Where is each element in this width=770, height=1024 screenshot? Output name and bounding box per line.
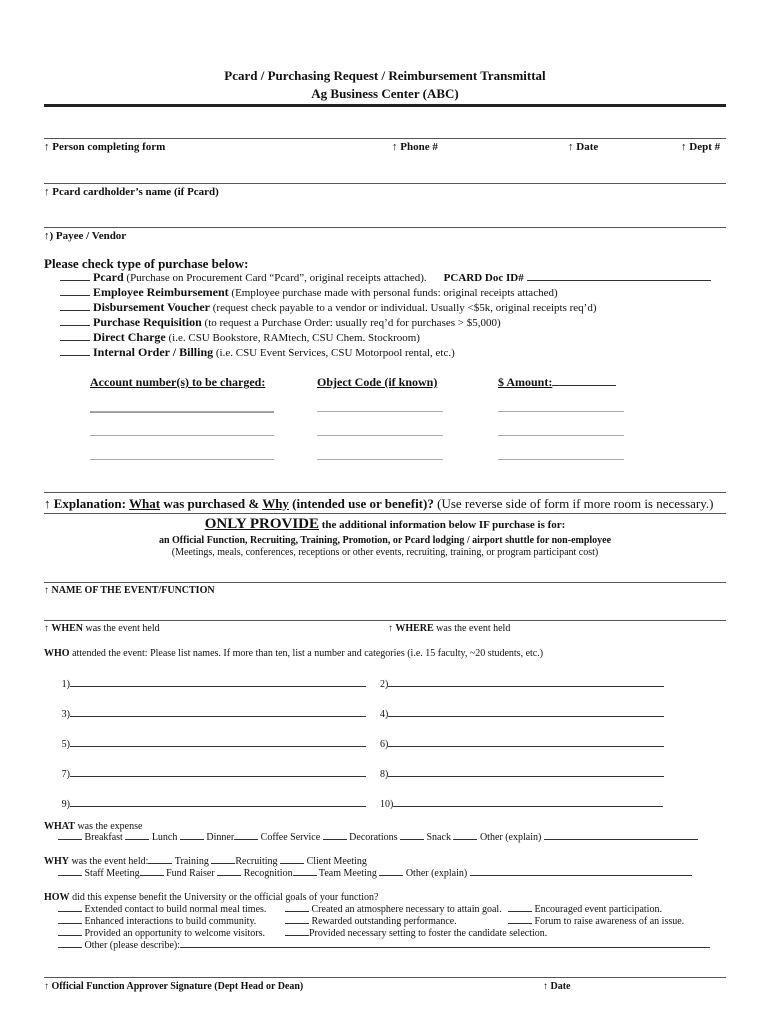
option-fund-raiser: Fund Raiser <box>166 868 215 879</box>
option-decorations: Decorations <box>349 832 398 843</box>
purchase-option-pcard[interactable] <box>60 270 711 285</box>
option-desc: (to request a Purchase Order: usually req’d for purchases > $5,000) <box>201 317 501 329</box>
how-option-8[interactable]: Forum to raise awareness of an issue. <box>508 916 684 927</box>
checkbox-blank[interactable] <box>211 863 235 864</box>
how-option-3[interactable]: Provided an opportunity to welcome visitors. <box>58 928 265 939</box>
option-label: Direct Charge <box>93 330 166 344</box>
checkbox-blank[interactable] <box>453 839 477 840</box>
signature-label: ↑ Official Function Approver Signature (Dept Head or Dean) <box>44 981 304 992</box>
phone-label: ↑ Phone # <box>392 141 438 153</box>
amount-header: $ Amount: <box>498 375 616 390</box>
who-label: WHO attended the event: Please list names. If more than ten, list a number and categories (i.e. 15 faculty, ~20 students, etc.) <box>44 648 544 659</box>
when-label: ↑ WHEN was the event held <box>44 623 160 634</box>
option-staff-meeting: Staff Meeting <box>84 868 140 879</box>
option-coffee-service: Coffee Service <box>260 832 321 843</box>
cardholder-label: ↑ Pcard cardholder’s name (if Pcard) <box>44 186 219 198</box>
how-label: HOW did this expense benefit the University or the official goals of your function? <box>44 892 379 903</box>
event-name-line[interactable] <box>44 582 726 583</box>
title-divider <box>44 104 726 107</box>
checkbox-blank[interactable] <box>58 839 82 840</box>
signature-line[interactable] <box>44 977 726 978</box>
how-option-6[interactable]: Provided necessary setting to foster the candidate selection. <box>285 928 547 939</box>
checkbox-blank[interactable] <box>125 839 149 840</box>
option-other-explain: Other (explain) <box>405 868 468 879</box>
checkbox-blank[interactable] <box>148 863 172 864</box>
form-title-line1: Pcard / Purchasing Request / Reimbursement Transmittal <box>224 68 546 83</box>
option-desc: (request check payable to a vendor or individual. Usually <$5k, original receipts req’d) <box>210 302 597 314</box>
date-label: ↑ Date <box>568 141 599 153</box>
what-options[interactable] <box>58 832 698 843</box>
object-code-header: Object Code (if known) <box>317 375 438 389</box>
how-option-other[interactable]: Other (please describe): <box>58 940 710 951</box>
option-label: Internal Order / Billing <box>93 345 214 359</box>
explanation-line[interactable] <box>44 492 726 493</box>
explanation-label: ↑ Explanation: What was purchased & Why (intended use or benefit)? (Use reverse side of form if more room is necessary.) <box>44 496 714 511</box>
payee-line[interactable] <box>44 227 726 228</box>
option-client-meeting: Client Meeting <box>306 856 367 867</box>
only-provide-line3: (Meetings, meals, conferences, receptions or other events, recruiting, training, or program participant cost) <box>171 547 599 558</box>
checkbox-blank[interactable] <box>60 355 90 356</box>
checkbox-blank[interactable] <box>60 280 90 281</box>
how-option-4[interactable]: Created an atmosphere necessary to attain goal. <box>285 904 502 915</box>
attendee-9[interactable]: 9) <box>44 799 366 810</box>
attendee-4[interactable]: 4) <box>380 709 664 720</box>
option-desc: (Employee purchase made with personal funds: original receipts attached) <box>228 287 558 299</box>
option-training: Training <box>174 856 209 867</box>
only-provide-heading: ONLY PROVIDE the additional information below IF purchase is for: <box>204 516 566 532</box>
object-code-field-3[interactable] <box>317 459 443 460</box>
option-other: Other (explain) <box>479 832 542 843</box>
attendee-7[interactable]: 7) <box>44 769 366 780</box>
option-lunch: Lunch <box>151 832 178 843</box>
form-title-line2: Ag Business Center (ABC) <box>311 86 459 101</box>
person-label: ↑ Person completing form <box>44 141 166 153</box>
attendee-5[interactable]: 5) <box>44 739 366 750</box>
option-label: Disbursement Voucher <box>93 300 211 314</box>
checkbox-blank[interactable] <box>60 310 90 311</box>
explanation-divider <box>44 513 726 514</box>
payee-label: ↑) Payee / Vendor <box>44 230 127 242</box>
attendee-3[interactable]: 3) <box>44 709 366 720</box>
option-label: Purchase Requisition <box>93 315 202 329</box>
why-row1[interactable]: WHY was the event held: Training Recruiting Client Meeting <box>44 856 367 867</box>
account-number-header: Account number(s) to be charged: <box>90 375 266 389</box>
how-option-7[interactable]: Encouraged event participation. <box>508 904 662 915</box>
object-code-field-1[interactable] <box>317 411 443 412</box>
option-label: Pcard <box>93 270 124 284</box>
checkbox-blank[interactable] <box>140 875 164 876</box>
option-recognition: Recognition <box>243 868 293 879</box>
dept-label: ↑ Dept # <box>681 141 721 153</box>
other-explain-field[interactable] <box>470 875 692 876</box>
checkbox-blank[interactable] <box>60 295 90 296</box>
amount-field-3[interactable] <box>498 459 624 460</box>
option-recruiting: Recruiting <box>235 856 278 867</box>
other-explain-field[interactable] <box>544 839 698 840</box>
what-label: WHAT was the expense <box>44 821 143 832</box>
option-snack: Snack <box>426 832 451 843</box>
checkbox-blank[interactable] <box>379 875 403 876</box>
only-provide-line2: an Official Function, Recruiting, Training, Promotion, or Pcard lodging / airport shuttle for non-employee <box>158 535 612 546</box>
object-code-field-2[interactable] <box>317 435 443 436</box>
pcard-doc-id-field[interactable] <box>527 280 711 281</box>
other-describe-field[interactable] <box>180 947 710 948</box>
amount-field-1[interactable] <box>498 411 624 412</box>
account-field-3[interactable] <box>90 459 274 460</box>
how-option-2[interactable]: Enhanced interactions to build community. <box>58 916 256 927</box>
pcard-doc-id-label: PCARD Doc ID# <box>443 272 524 284</box>
purchase-type-heading: Please check type of purchase below: <box>44 256 249 271</box>
checkbox-blank[interactable] <box>60 340 90 341</box>
purchase-option-disbursement[interactable] <box>60 300 597 315</box>
option-team-meeting: Team Meeting <box>318 868 377 879</box>
checkbox-blank[interactable] <box>323 839 347 840</box>
attendee-6[interactable]: 6) <box>380 739 664 750</box>
checkbox-blank[interactable] <box>400 839 424 840</box>
person-line[interactable] <box>44 138 726 139</box>
purchase-option-requisition[interactable] <box>60 315 501 330</box>
option-dinner: Dinner <box>206 832 235 843</box>
option-desc: (Purchase on Procurement Card “Pcard”, original receipts attached). <box>123 272 427 284</box>
how-option-5[interactable]: Rewarded outstanding performance. <box>285 916 457 927</box>
checkbox-blank[interactable] <box>60 325 90 326</box>
attendee-10[interactable]: 10) <box>380 799 663 810</box>
option-label: Employee Reimbursement <box>93 285 229 299</box>
account-field-1[interactable] <box>90 411 274 413</box>
attendee-1[interactable]: 1) <box>44 679 366 690</box>
event-name-label: ↑ NAME OF THE EVENT/FUNCTION <box>44 585 215 596</box>
checkbox-blank[interactable] <box>293 875 317 876</box>
checkbox-blank[interactable] <box>280 863 304 864</box>
purchase-option-internal-order[interactable] <box>60 345 455 360</box>
account-field-2[interactable] <box>90 435 274 436</box>
cardholder-line[interactable] <box>44 183 726 184</box>
signature-date-label: ↑ Date <box>543 981 571 992</box>
when-where-line[interactable] <box>44 620 726 621</box>
checkbox-blank[interactable] <box>217 875 241 876</box>
purchase-option-direct-charge[interactable] <box>60 330 420 345</box>
why-row2[interactable] <box>58 868 692 879</box>
attendee-2[interactable]: 2) <box>380 679 664 690</box>
how-option-1[interactable]: Extended contact to build normal meal times. <box>58 904 266 915</box>
amount-field-2[interactable] <box>498 435 624 436</box>
option-breakfast: Breakfast <box>84 832 123 843</box>
option-desc: (i.e. CSU Event Services, CSU Motorpool rental, etc.) <box>213 347 455 359</box>
where-label: ↑ WHERE was the event held <box>388 623 511 634</box>
checkbox-blank[interactable] <box>180 839 204 840</box>
checkbox-blank[interactable] <box>234 839 258 840</box>
option-desc: (i.e. CSU Bookstore, RAMtech, CSU Chem. Stockroom) <box>165 332 420 344</box>
purchase-option-reimbursement[interactable] <box>60 285 558 300</box>
checkbox-blank[interactable] <box>58 875 82 876</box>
attendee-8[interactable]: 8) <box>380 769 664 780</box>
